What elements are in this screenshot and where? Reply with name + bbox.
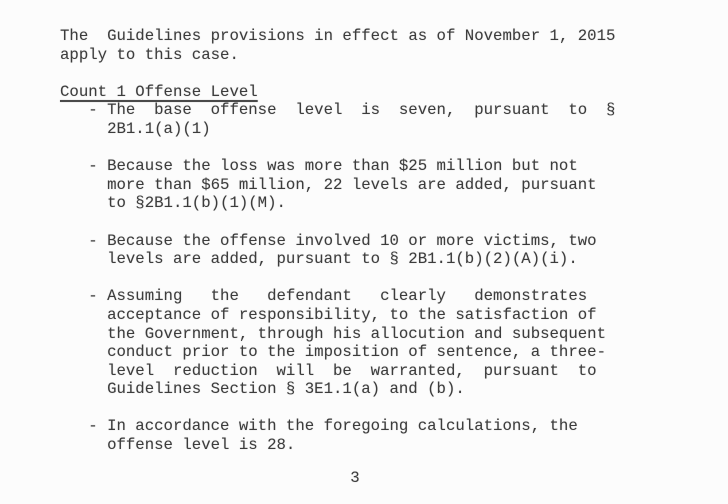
- page-number: 3: [350, 469, 360, 487]
- text-line: 2B1.1(a)(1): [107, 119, 211, 138]
- text-line: In accordance with the foregoing calculations, the: [107, 417, 578, 436]
- text-line: conduct prior to the imposition of sentence, a three-: [107, 343, 607, 362]
- text-line: to §2B1.1(b)(1)(M).: [107, 194, 286, 213]
- bullet-text: [107, 157, 728, 213]
- bullet-item: [60, 232, 728, 269]
- bullet-item: [60, 417, 728, 454]
- bullet-text: [107, 287, 728, 399]
- text-line: acceptance of responsibility, to the satisfaction of: [107, 305, 597, 324]
- text-line: level reduction will be warranted, pursuant to: [107, 361, 597, 380]
- bullet-item: [60, 157, 728, 213]
- text-line: Guidelines Section § 3E1.1(a) and (b).: [107, 380, 465, 399]
- bullet-text: [107, 417, 728, 454]
- bullet-item: [60, 287, 728, 399]
- bullet-dash: -: [88, 417, 98, 436]
- bullet-dash: -: [88, 287, 98, 306]
- text-line: apply to this case.: [60, 45, 239, 64]
- bullet-item: [60, 101, 728, 138]
- bullet-text: [107, 101, 728, 138]
- text-line: The base offense level is seven, pursuant to §: [107, 101, 616, 120]
- intro-paragraph: [60, 27, 728, 64]
- text-line: Because the loss was more than $25 million but not: [107, 157, 578, 176]
- text-line: the Government, through his allocution and subsequent: [107, 324, 607, 343]
- section-heading-text: Count 1 Offense Level: [60, 82, 258, 101]
- text-line: Assuming the defendant clearly demonstrates: [107, 287, 588, 306]
- bullet-text: [107, 232, 728, 269]
- bullet-dash: -: [88, 101, 98, 120]
- text-line: Because the offense involved 10 or more victims, two: [107, 231, 597, 250]
- bullet-dash: -: [88, 157, 98, 176]
- text-line: levels are added, pursuant to § 2B1.1(b)(2)(A)(i).: [107, 250, 578, 269]
- text-line: more than $65 million, 22 levels are added, pursuant: [107, 175, 597, 194]
- section-heading: [60, 83, 728, 102]
- text-line: The Guidelines provisions in effect as of November 1, 2015: [60, 27, 616, 45]
- bullet-dash: -: [88, 231, 98, 250]
- text-line: offense level is 28.: [107, 436, 296, 455]
